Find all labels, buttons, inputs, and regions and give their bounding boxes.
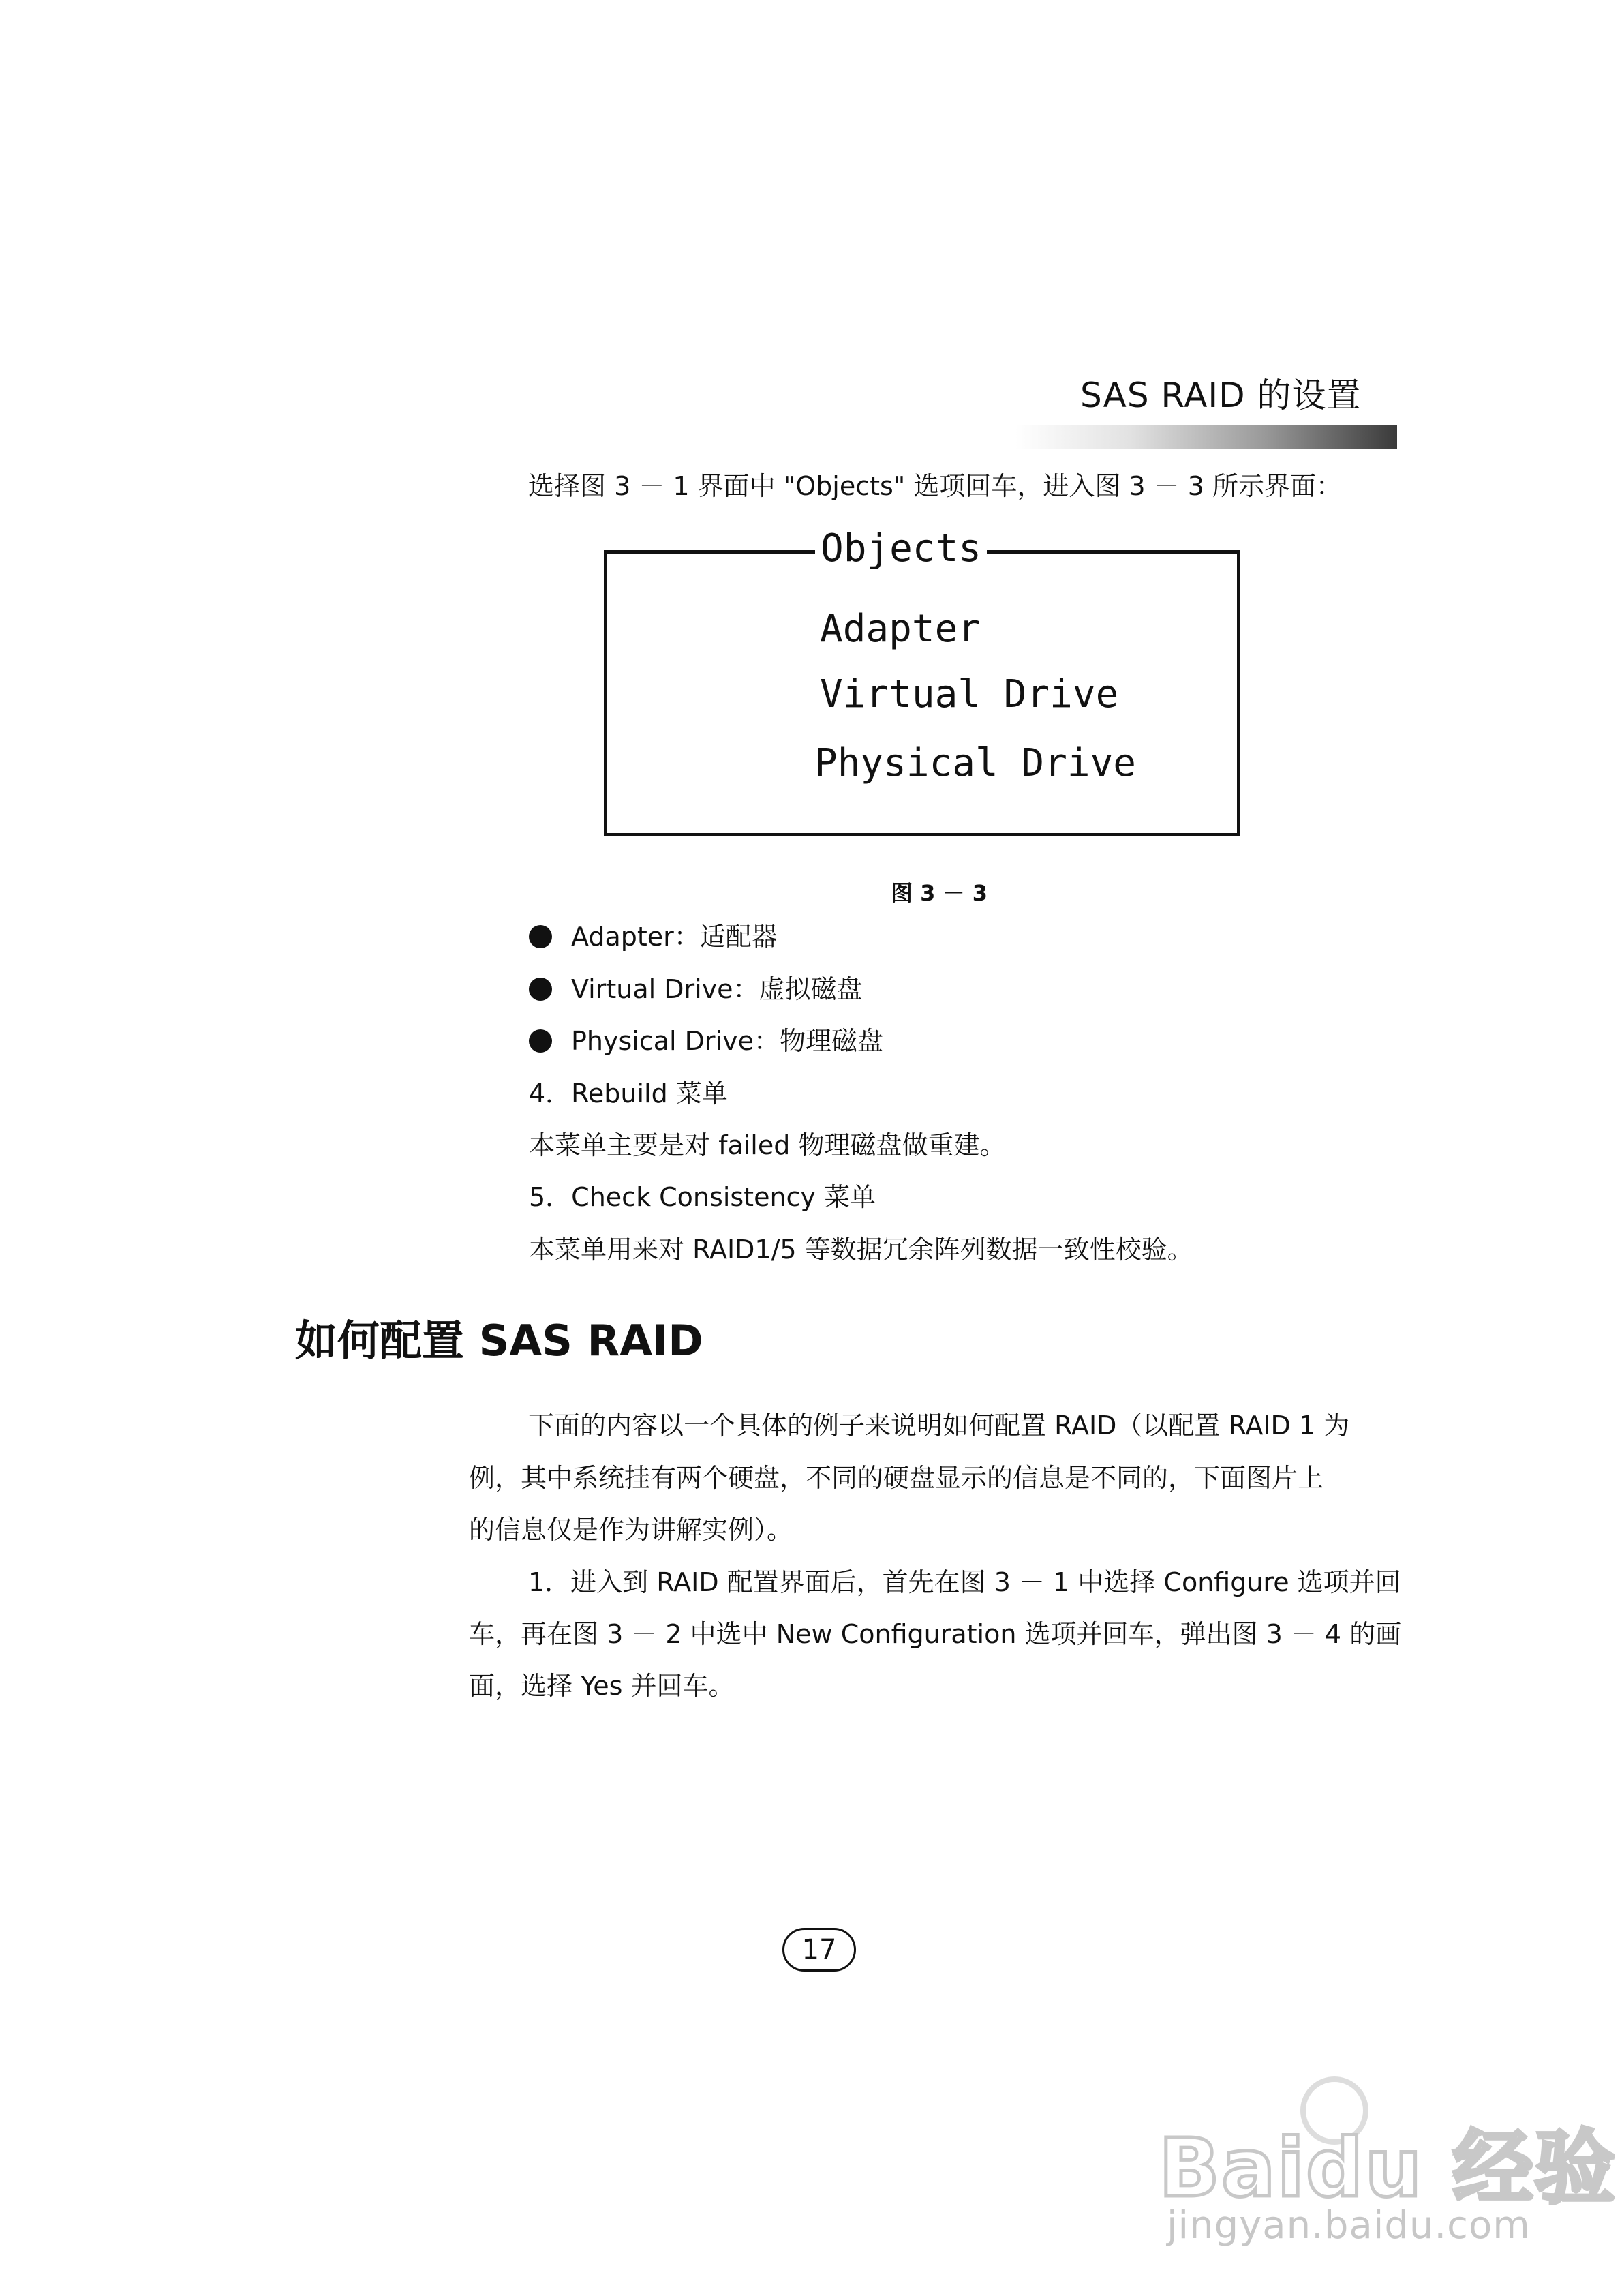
check-consistency-heading: 5．Check Consistency 菜单 bbox=[529, 1182, 876, 1212]
bullet-icon bbox=[529, 1029, 552, 1053]
objects-menu-item-virtual-drive: Virtual Drive bbox=[820, 672, 1119, 716]
paragraph-line: 例，其中系统挂有两个硬盘，不同的硬盘显示的信息是不同的，下面图片上 bbox=[469, 1463, 1324, 1493]
paragraph-line: 的信息仅是作为讲解实例）。 bbox=[469, 1515, 793, 1545]
header-gradient-bar bbox=[1015, 425, 1397, 449]
objects-menu-item-adapter: Adapter bbox=[820, 607, 981, 651]
check-consistency-description: 本菜单用来对 RAID1/5 等数据冗余阵列数据一致性校验。 bbox=[529, 1235, 1193, 1265]
bullet-text: Physical Drive：物理磁盘 bbox=[571, 1026, 883, 1056]
bullet-item bbox=[529, 976, 863, 1002]
figure-caption: 图 3 － 3 bbox=[891, 880, 988, 906]
bullet-item bbox=[529, 924, 778, 950]
paragraph-line: 下面的内容以一个具体的例子来说明如何配置 RAID（以配置 RAID 1 为 bbox=[528, 1410, 1350, 1440]
page-header-title: SAS RAID 的设置 bbox=[1080, 376, 1362, 415]
paragraph-line: 车，再在图 3 － 2 中选中 New Configuration 选项并回车，弹出图 3 － 4 的画 bbox=[469, 1619, 1402, 1649]
paragraph-line: 1．进入到 RAID 配置界面后，首先在图 3 － 1 中选择 Configure 选项并回 bbox=[528, 1567, 1401, 1597]
intro-text: 选择图 3 － 1 界面中 "Objects" 选项回车，进入图 3 － 3 所示界面： bbox=[528, 471, 1343, 501]
watermark-logo: Baidu 经验 bbox=[1159, 2121, 1617, 2215]
section-heading: 如何配置 SAS RAID bbox=[295, 1316, 703, 1365]
watermark-url: jingyan.baidu.com bbox=[1167, 2203, 1531, 2248]
bullet-icon bbox=[529, 925, 552, 948]
paragraph-line: 面，选择 Yes 并回车。 bbox=[469, 1671, 735, 1701]
objects-menu-item-physical-drive: Physical Drive bbox=[814, 741, 1137, 785]
bullet-text: Virtual Drive：虚拟磁盘 bbox=[571, 974, 863, 1004]
page-number: 17 bbox=[782, 1928, 856, 1972]
rebuild-menu-heading: 4．Rebuild 菜单 bbox=[529, 1078, 728, 1108]
objects-menu-title: Objects bbox=[815, 526, 987, 571]
bullet-item bbox=[529, 1028, 883, 1054]
bullet-text: Adapter：适配器 bbox=[571, 922, 778, 952]
bullet-icon bbox=[529, 978, 552, 1001]
rebuild-menu-description: 本菜单主要是对 failed 物理磁盘做重建。 bbox=[529, 1130, 1006, 1160]
